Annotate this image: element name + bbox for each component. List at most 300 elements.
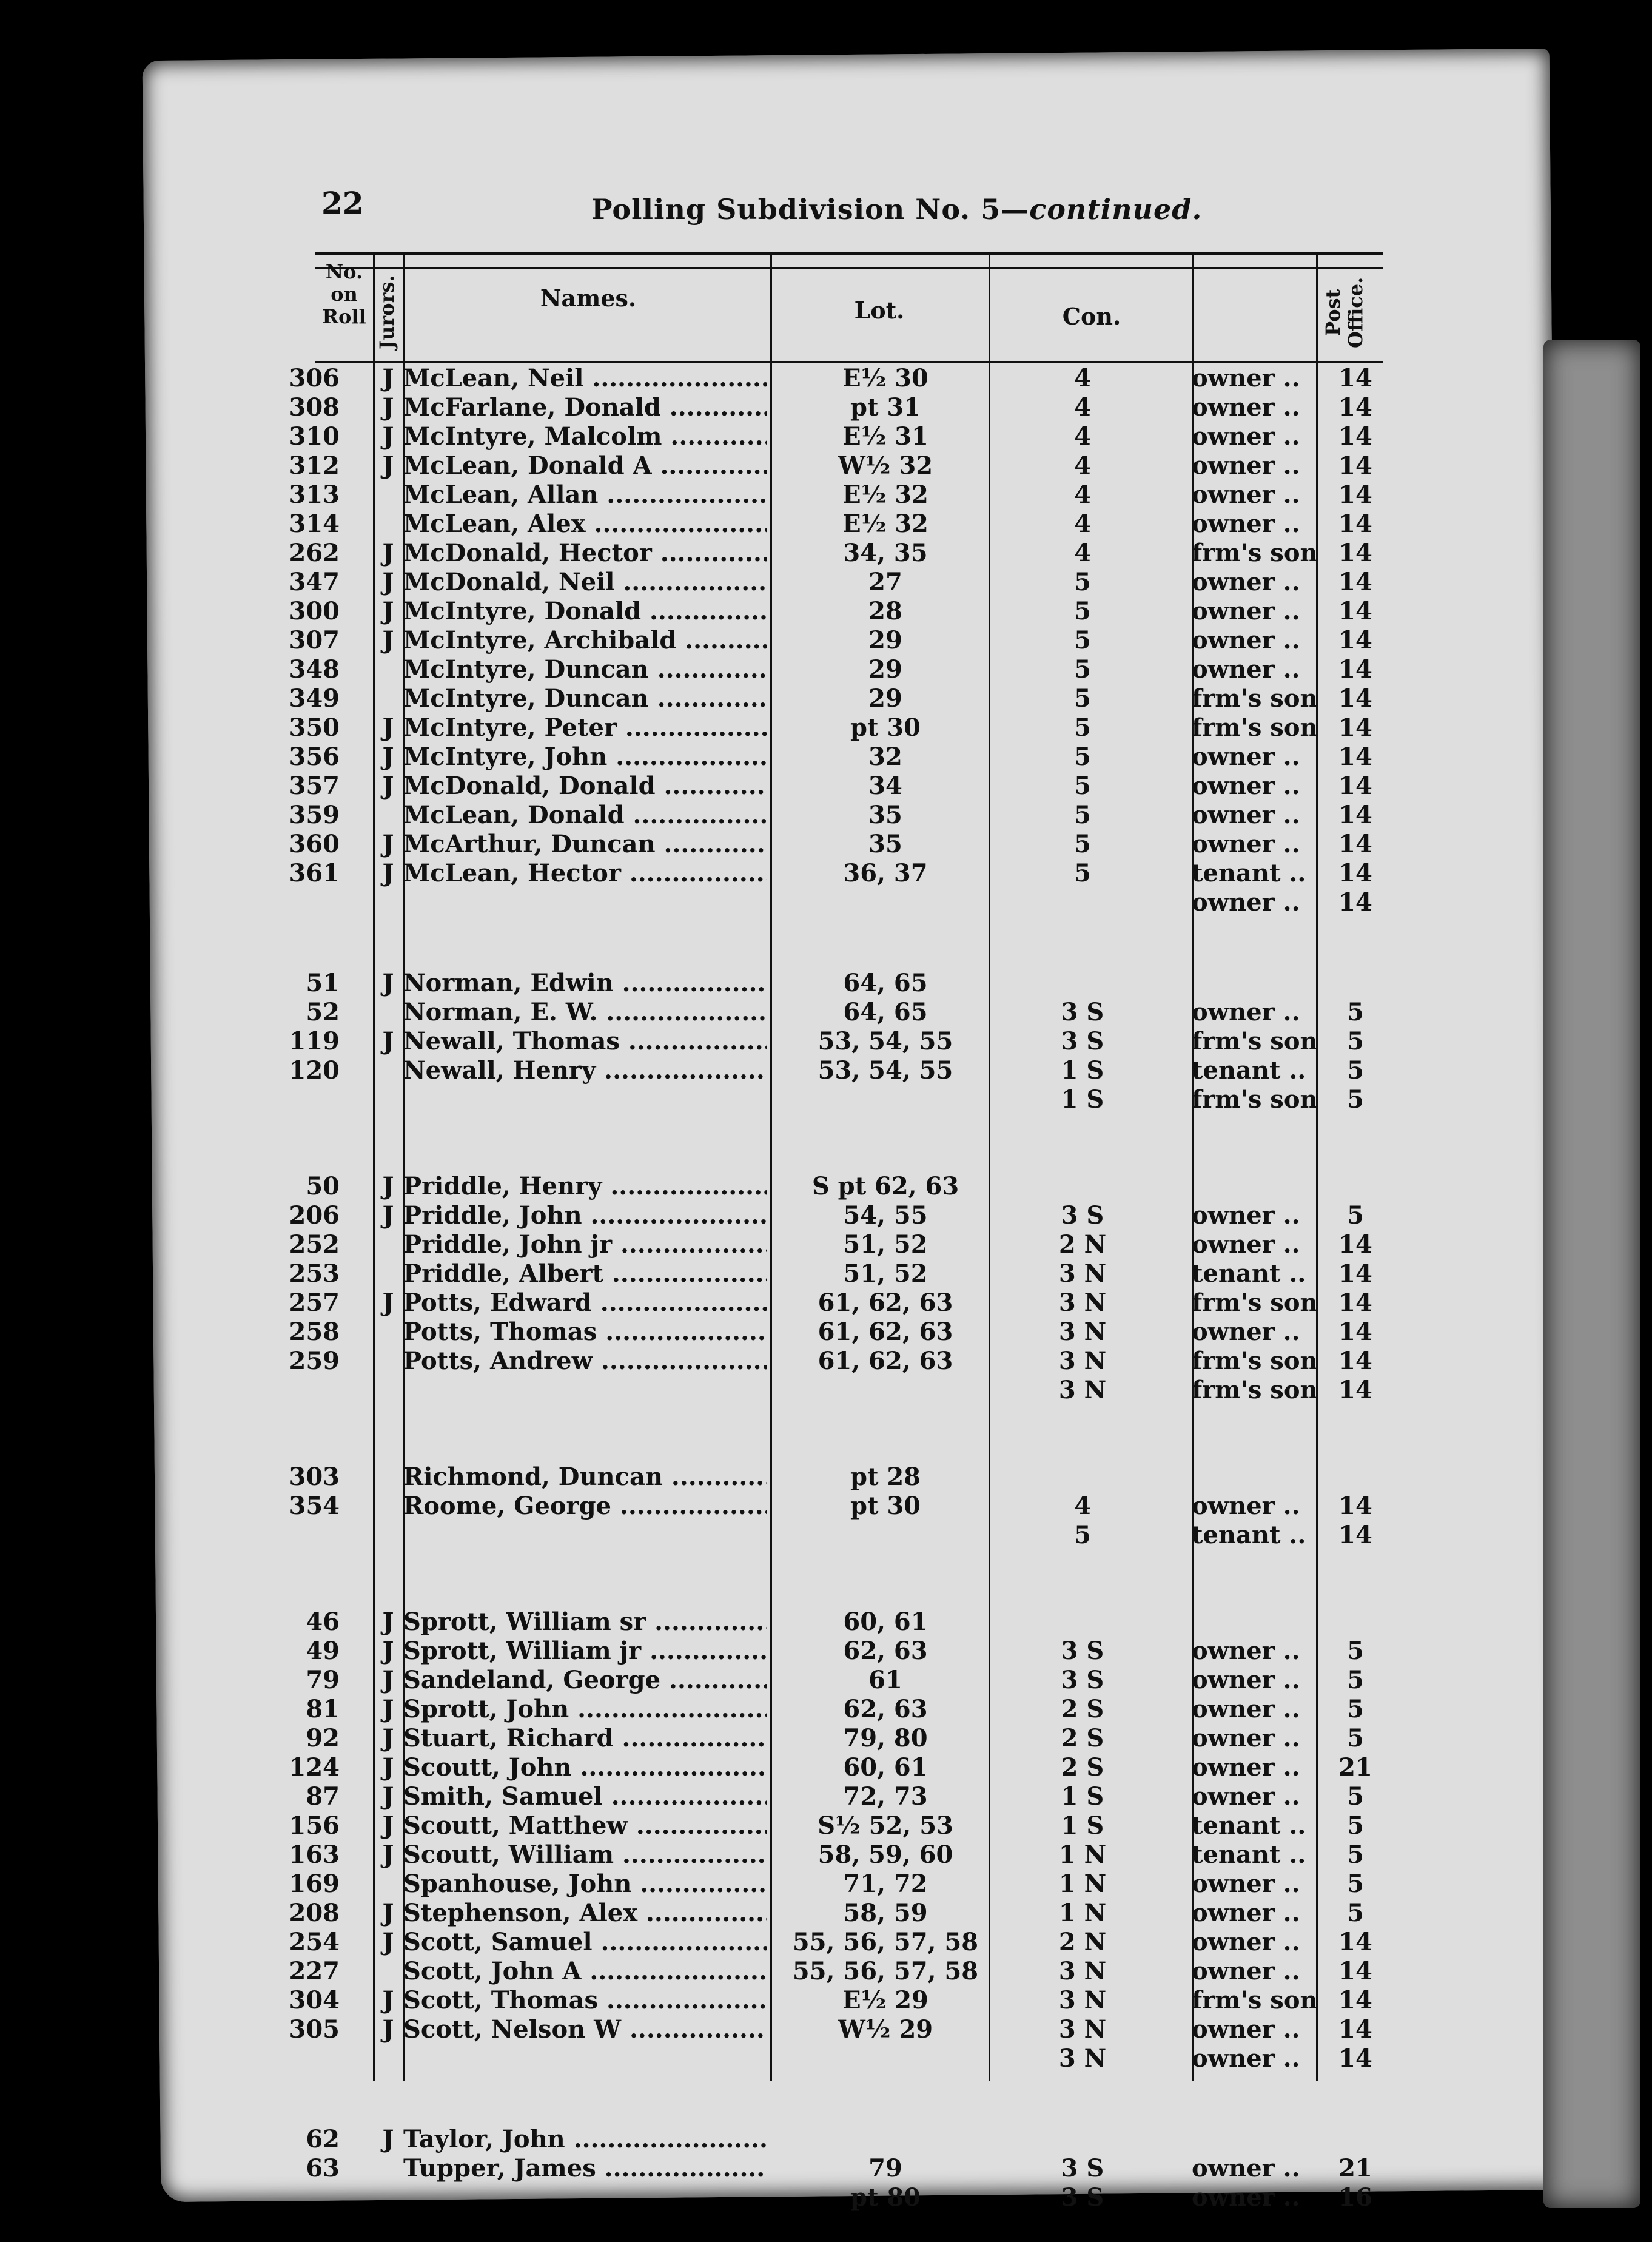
- juror-mark: J: [382, 1172, 394, 1200]
- voter-name: McIntyre, Duncan .....: [403, 684, 767, 713]
- voter-name: McIntyre, Peter .....: [403, 713, 767, 742]
- roll-number: 52: [306, 998, 340, 1026]
- lot-number: 29: [868, 626, 902, 655]
- roll-number: 313: [289, 480, 340, 509]
- table-row: [0, 1056, 1652, 1085]
- table-row: [0, 451, 1652, 480]
- status: owner ..: [1192, 1782, 1300, 1811]
- lot-number: E½ 31: [842, 422, 928, 451]
- post-office-number: 5: [1347, 1695, 1364, 1723]
- juror-mark: J: [382, 626, 394, 655]
- voter-name: Sprott, John .....: [403, 1695, 767, 1724]
- concession: 1 S: [1061, 1056, 1104, 1085]
- roll-number: 304: [289, 1986, 340, 2015]
- concession: 3 N: [1058, 2015, 1107, 2044]
- status: tenant ..: [1192, 1840, 1306, 1869]
- concession: 5: [1074, 772, 1091, 800]
- lot-number: W½ 29: [838, 2015, 933, 2044]
- post-office-number: 14: [1338, 830, 1372, 858]
- status: owner ..: [1192, 597, 1300, 625]
- concession: 1 S: [1061, 1782, 1104, 1811]
- post-office-number: 14: [1338, 1288, 1372, 1317]
- roll-number: 81: [306, 1695, 340, 1723]
- status: tenant ..: [1192, 1811, 1306, 1840]
- post-office-number: 14: [1338, 510, 1372, 538]
- concession: 5: [1074, 597, 1091, 625]
- post-office-number: 14: [1338, 364, 1372, 392]
- voter-name: Roome, George .....: [403, 1492, 767, 1521]
- concession: 1 N: [1058, 1870, 1107, 1898]
- table-row: [0, 1870, 1652, 1899]
- voter-name: McDonald, Donald .....: [403, 772, 767, 801]
- concession: 3 S: [1061, 1027, 1104, 1055]
- post-office-number: 14: [1338, 713, 1372, 742]
- lot-number: 71, 72: [843, 1870, 928, 1898]
- post-office-number: 14: [1338, 626, 1372, 655]
- lot-number: 34: [868, 772, 902, 800]
- concession: 3 N: [1058, 1376, 1107, 1404]
- status: owner ..: [1192, 1870, 1300, 1898]
- lot-number: 61, 62, 63: [818, 1288, 953, 1317]
- post-office-number: 5: [1347, 1899, 1364, 1927]
- post-office-number: 14: [1338, 772, 1372, 800]
- lot-number: pt 31: [850, 393, 921, 422]
- roll-number: 46: [306, 1607, 340, 1636]
- concession: 5: [1074, 626, 1091, 655]
- roll-number: 307: [289, 626, 340, 655]
- post-office-number: 14: [1338, 1492, 1372, 1520]
- status: owner ..: [1192, 1201, 1300, 1230]
- table-row: [0, 1318, 1652, 1347]
- lot-number: W½ 32: [838, 451, 933, 480]
- concession: 5: [1074, 1521, 1091, 1549]
- roll-number: 252: [289, 1230, 340, 1259]
- post-office-number: 14: [1338, 568, 1372, 596]
- voter-name: Scoutt, William .....: [403, 1840, 767, 1870]
- concession: 3 N: [1058, 1347, 1107, 1375]
- table-row: [0, 969, 1652, 998]
- lot-number: S½ 52, 53: [818, 1811, 953, 1840]
- post-office-number: 5: [1347, 1840, 1364, 1869]
- status: owner ..: [1192, 2015, 1300, 2044]
- roll-number: 156: [289, 1811, 340, 1840]
- voter-name: Potts, Thomas .....: [403, 1318, 767, 1347]
- juror-mark: J: [382, 1695, 394, 1723]
- table-row: [0, 2183, 1652, 2212]
- post-office-number: 14: [1338, 655, 1372, 684]
- post-office-number: 21: [1338, 1753, 1372, 1782]
- status: tenant ..: [1192, 1056, 1306, 1085]
- lot-number: 35: [868, 801, 902, 829]
- table-row: [0, 655, 1652, 684]
- post-office-number: 14: [1338, 742, 1372, 771]
- table-row: [0, 1201, 1652, 1230]
- status: owner ..: [1192, 1899, 1300, 1927]
- header-lot: Lot.: [854, 297, 905, 324]
- roll-number: 253: [289, 1259, 340, 1288]
- concession: 3 S: [1061, 1637, 1104, 1665]
- table-row: [0, 1637, 1652, 1666]
- voter-name: McLean, Alex .....: [403, 510, 767, 539]
- table-row: [0, 772, 1652, 801]
- juror-mark: J: [382, 539, 394, 567]
- post-office-number: 14: [1338, 597, 1372, 625]
- lot-number: 58, 59: [843, 1899, 928, 1927]
- roll-number: 257: [289, 1288, 340, 1317]
- voter-name: Sandeland, George .....: [403, 1666, 767, 1695]
- voter-name: McLean, Allan .....: [403, 480, 767, 510]
- lot-number: 29: [868, 684, 902, 713]
- lot-number: E½ 32: [842, 510, 928, 538]
- lot-number: 29: [868, 655, 902, 684]
- lot-number: 79, 80: [843, 1724, 928, 1752]
- header-names: Names.: [540, 284, 637, 312]
- voter-name: Smith, Samuel .....: [403, 1782, 767, 1811]
- status: tenant ..: [1192, 1521, 1306, 1549]
- juror-mark: J: [382, 1288, 394, 1317]
- juror-mark: J: [382, 830, 394, 858]
- status: frm's son: [1192, 713, 1318, 742]
- roll-number: 254: [289, 1928, 340, 1956]
- roll-number: 63: [306, 2154, 340, 2183]
- voter-name: Priddle, Albert .....: [403, 1259, 767, 1288]
- lot-number: E½ 32: [842, 480, 928, 509]
- post-office-number: 14: [1338, 1347, 1372, 1375]
- post-office-number: 5: [1347, 1666, 1364, 1694]
- concession: 3 N: [1058, 1986, 1107, 2015]
- juror-mark: J: [382, 1811, 394, 1840]
- lot-number: 60, 61: [843, 1753, 928, 1782]
- roll-number: 120: [289, 1056, 340, 1085]
- lot-number: pt 30: [850, 1492, 921, 1520]
- roll-number: 357: [289, 772, 340, 800]
- roll-number: 361: [289, 859, 340, 887]
- table-row: [0, 1986, 1652, 2015]
- voter-name: Norman, Edwin .....: [403, 969, 767, 998]
- post-office-number: 5: [1347, 1782, 1364, 1811]
- juror-mark: J: [382, 1928, 394, 1956]
- post-office-number: 14: [1338, 480, 1372, 509]
- table-row: [0, 713, 1652, 742]
- roll-number: 206: [289, 1201, 340, 1230]
- concession: 3 S: [1061, 1201, 1104, 1230]
- concession: 1 N: [1058, 1899, 1107, 1927]
- concession: 4: [1074, 539, 1091, 567]
- juror-mark: J: [382, 393, 394, 422]
- concession: 4: [1074, 510, 1091, 538]
- voter-name: Norman, E. W. .....: [403, 998, 767, 1027]
- concession: 4: [1074, 364, 1091, 392]
- status: frm's son: [1192, 1085, 1318, 1114]
- status: owner ..: [1192, 888, 1300, 917]
- lot-number: S pt 62, 63: [811, 1172, 959, 1200]
- table-row: [0, 422, 1652, 451]
- post-office-number: 5: [1347, 1637, 1364, 1665]
- lot-number: 36, 37: [843, 859, 928, 887]
- table-row: [0, 888, 1652, 917]
- table-row: [0, 568, 1652, 597]
- table-row: [0, 859, 1652, 888]
- table-row: [0, 2125, 1652, 2154]
- status: owner ..: [1192, 1666, 1300, 1694]
- header-no-on-roll: No. on Roll: [322, 260, 366, 328]
- post-office-number: 14: [1338, 393, 1372, 422]
- lot-number: 72, 73: [843, 1782, 928, 1811]
- roll-number: 169: [289, 1870, 340, 1898]
- roll-number: 310: [289, 422, 340, 451]
- voter-name: Stephenson, Alex .....: [403, 1899, 767, 1928]
- post-office-number: 14: [1338, 1957, 1372, 1985]
- status: tenant ..: [1192, 1259, 1306, 1288]
- concession: 4: [1074, 393, 1091, 422]
- post-office-number: 14: [1338, 1376, 1372, 1404]
- status: owner ..: [1192, 1724, 1300, 1752]
- lot-number: pt 30: [850, 713, 921, 742]
- lot-number: 53, 54, 55: [818, 1056, 953, 1085]
- post-office-number: 14: [1338, 451, 1372, 480]
- lot-number: pt 28: [850, 1463, 921, 1491]
- table-row: [0, 2154, 1652, 2183]
- status: owner ..: [1192, 1492, 1300, 1520]
- status: owner ..: [1192, 1753, 1300, 1782]
- table-row: [0, 480, 1652, 510]
- post-office-number: 5: [1347, 1870, 1364, 1898]
- status: frm's son: [1192, 1027, 1318, 1055]
- table-row: [0, 1666, 1652, 1695]
- concession: 1 S: [1061, 1085, 1104, 1114]
- concession: 4: [1074, 480, 1091, 509]
- table-row: [0, 2044, 1652, 2073]
- lot-number: 28: [868, 597, 902, 625]
- voter-name: McIntyre, Duncan .....: [403, 655, 767, 684]
- table-row: [0, 1695, 1652, 1724]
- status: owner ..: [1192, 1695, 1300, 1723]
- voter-name: Scott, Thomas .....: [403, 1986, 767, 2015]
- roll-number: 92: [306, 1724, 340, 1752]
- juror-mark: J: [382, 422, 394, 451]
- roll-number: 51: [306, 969, 340, 997]
- concession: 3 N: [1058, 1288, 1107, 1317]
- juror-mark: J: [382, 1840, 394, 1869]
- juror-mark: J: [382, 1607, 394, 1636]
- voter-name: McFarlane, Donald .....: [403, 393, 767, 422]
- status: owner ..: [1192, 480, 1300, 509]
- status: owner ..: [1192, 998, 1300, 1026]
- concession: 5: [1074, 830, 1091, 858]
- concession: 4: [1074, 451, 1091, 480]
- roll-number: 49: [306, 1637, 340, 1665]
- post-office-number: 14: [1338, 1986, 1372, 2015]
- post-office-number: 5: [1347, 1085, 1364, 1114]
- roll-number: 227: [289, 1957, 340, 1985]
- roll-number: 306: [289, 364, 340, 392]
- header-post-office: Post Office.: [1321, 277, 1367, 348]
- table-row: [0, 2015, 1652, 2044]
- table-row: [0, 539, 1652, 568]
- concession: 3 S: [1061, 2183, 1104, 2212]
- lot-number: 61, 62, 63: [818, 1347, 953, 1375]
- lot-number: 64, 65: [843, 969, 928, 997]
- status: owner ..: [1192, 1957, 1300, 1985]
- status: owner ..: [1192, 830, 1300, 858]
- voter-name: McIntyre, Donald .....: [403, 597, 767, 626]
- juror-mark: J: [382, 859, 394, 887]
- concession: 3 N: [1058, 1318, 1107, 1346]
- voter-name: McDonald, Neil .....: [403, 568, 767, 597]
- table-row: [0, 1811, 1652, 1840]
- voter-name: Newall, Thomas .....: [403, 1027, 767, 1056]
- lot-number: 35: [868, 830, 902, 858]
- post-office-number: 5: [1347, 1811, 1364, 1840]
- roll-number: 303: [289, 1463, 340, 1491]
- voter-name: Newall, Henry .....: [403, 1056, 767, 1085]
- status: frm's son: [1192, 1347, 1318, 1375]
- status: owner ..: [1192, 626, 1300, 655]
- post-office-number: 14: [1338, 684, 1372, 713]
- table-row: [0, 626, 1652, 655]
- concession: 2 N: [1058, 1928, 1107, 1956]
- status: owner ..: [1192, 655, 1300, 684]
- post-office-number: 14: [1338, 859, 1372, 887]
- status: owner ..: [1192, 1637, 1300, 1665]
- table-row: [0, 1521, 1652, 1550]
- voter-name: Spanhouse, John .....: [403, 1870, 767, 1899]
- juror-mark: J: [382, 568, 394, 596]
- voter-name: McLean, Donald A .....: [403, 451, 767, 480]
- juror-mark: J: [382, 1753, 394, 1782]
- juror-mark: J: [382, 1986, 394, 2015]
- voter-name: Sprott, William sr .....: [403, 1607, 767, 1637]
- lot-number: E½ 29: [842, 1986, 928, 2015]
- table-row: [0, 830, 1652, 859]
- table-row: [0, 1840, 1652, 1870]
- juror-mark: J: [382, 772, 394, 800]
- juror-mark: J: [382, 713, 394, 742]
- post-office-number: 16: [1338, 2183, 1372, 2212]
- roll-number: 348: [289, 655, 340, 684]
- post-office-number: 5: [1347, 1027, 1364, 1055]
- status: owner ..: [1192, 2183, 1300, 2212]
- juror-mark: J: [382, 364, 394, 392]
- lot-number: 62, 63: [843, 1637, 928, 1665]
- juror-mark: J: [382, 1027, 394, 1055]
- table-row: [0, 1172, 1652, 1201]
- voter-name: Potts, Edward .....: [403, 1288, 767, 1318]
- status: owner ..: [1192, 1928, 1300, 1956]
- table-row: [0, 1782, 1652, 1811]
- status: frm's son: [1192, 1376, 1318, 1404]
- header-con: Con.: [1062, 303, 1121, 330]
- concession: 2 N: [1058, 1230, 1107, 1259]
- voter-name: Stuart, Richard .....: [403, 1724, 767, 1753]
- lot-number: pt 80: [850, 2183, 921, 2212]
- concession: 2 S: [1061, 1753, 1104, 1782]
- voter-name: Richmond, Duncan .....: [403, 1463, 767, 1492]
- table-row: [0, 742, 1652, 772]
- concession: 2 S: [1061, 1724, 1104, 1752]
- concession: 5: [1074, 859, 1091, 887]
- table-row: [0, 393, 1652, 422]
- juror-mark: J: [382, 1637, 394, 1665]
- concession: 5: [1074, 801, 1091, 829]
- lot-number: E½ 30: [842, 364, 928, 392]
- juror-mark: J: [382, 1782, 394, 1811]
- concession: 3 N: [1058, 1259, 1107, 1288]
- roll-number: 349: [289, 684, 340, 713]
- lot-number: 79: [868, 2154, 902, 2183]
- concession: 5: [1074, 568, 1091, 596]
- roll-number: 356: [289, 742, 340, 771]
- post-office-number: 5: [1347, 1724, 1364, 1752]
- concession: 4: [1074, 1492, 1091, 1520]
- post-office-number: 14: [1338, 539, 1372, 567]
- voter-name: McArthur, Duncan .....: [403, 830, 767, 859]
- lot-number: 27: [868, 568, 902, 596]
- concession: 3 S: [1061, 1666, 1104, 1694]
- post-office-number: 14: [1338, 1259, 1372, 1288]
- juror-mark: J: [382, 451, 394, 480]
- lot-number: 51, 52: [843, 1230, 928, 1259]
- roll-number: 258: [289, 1318, 340, 1346]
- post-office-number: 14: [1338, 422, 1372, 451]
- roll-number: 312: [289, 451, 340, 480]
- table-row: [0, 597, 1652, 626]
- concession: 3 N: [1058, 2044, 1107, 2073]
- status: owner ..: [1192, 568, 1300, 596]
- voter-name: Taylor, John .....: [403, 2125, 767, 2154]
- post-office-number: 14: [1338, 801, 1372, 829]
- table-row: [0, 1724, 1652, 1753]
- voter-name: Priddle, John .....: [403, 1201, 767, 1230]
- voter-name: McLean, Neil .....: [403, 364, 767, 393]
- table-row: [0, 510, 1652, 539]
- lot-number: 64, 65: [843, 998, 928, 1026]
- post-office-number: 14: [1338, 1521, 1372, 1549]
- lot-number: 32: [868, 742, 902, 771]
- lot-number: 61, 62, 63: [818, 1318, 953, 1346]
- voter-name: Priddle, John jr .....: [403, 1230, 767, 1259]
- voter-name: McLean, Hector .....: [403, 859, 767, 888]
- roll-number: 79: [306, 1666, 340, 1694]
- status: owner ..: [1192, 1230, 1300, 1259]
- lot-number: 61: [868, 1666, 902, 1694]
- status: owner ..: [1192, 451, 1300, 480]
- table-row: [0, 1492, 1652, 1521]
- status: frm's son: [1192, 539, 1318, 567]
- status: frm's son: [1192, 684, 1318, 713]
- roll-number: 359: [289, 801, 340, 829]
- voter-name: Scott, John A .....: [403, 1957, 767, 1986]
- roll-number: 354: [289, 1492, 340, 1520]
- status: owner ..: [1192, 2154, 1300, 2183]
- table-row: [0, 1230, 1652, 1259]
- concession: 5: [1074, 655, 1091, 684]
- concession: 3 S: [1061, 998, 1104, 1026]
- juror-mark: J: [382, 1201, 394, 1230]
- table-row: [0, 1288, 1652, 1318]
- table-row: [0, 1957, 1652, 1986]
- voter-name: McDonald, Hector .....: [403, 539, 767, 568]
- status: frm's son: [1192, 1288, 1318, 1317]
- roll-number: 62: [306, 2125, 340, 2153]
- roll-number: 308: [289, 393, 340, 422]
- roll-number: 314: [289, 510, 340, 538]
- status: owner ..: [1192, 422, 1300, 451]
- post-office-number: 14: [1338, 888, 1372, 917]
- lot-number: 58, 59, 60: [818, 1840, 953, 1869]
- post-office-number: 14: [1338, 1928, 1372, 1956]
- roll-number: 50: [306, 1172, 340, 1200]
